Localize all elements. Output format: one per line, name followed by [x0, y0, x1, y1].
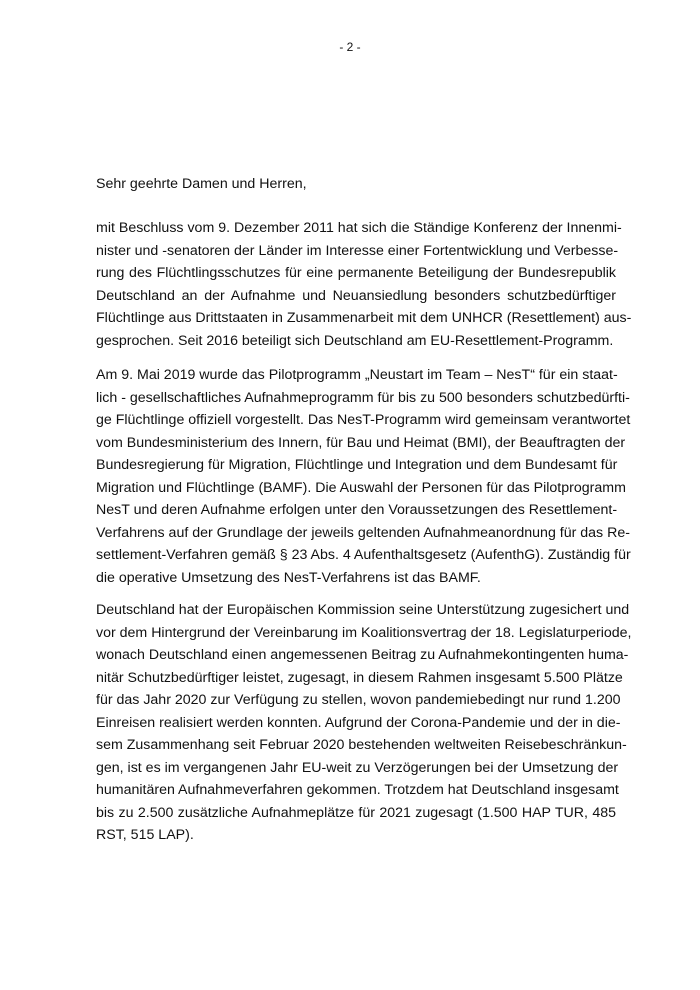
paragraph-resettlement-decision: [96, 217, 632, 352]
paragraph-nest-program: [96, 364, 631, 589]
text-line: Flüchtlinge aus Drittstaaten in Zusammenarbeit mit dem UNHCR (Resettlement) aus-: [96, 310, 632, 326]
page-number: - 2 -: [339, 40, 361, 54]
text-line: die operative Umsetzung des NesT-Verfahrens ist das BAMF.: [96, 569, 481, 586]
text-line: sem Zusammenhang seit Februar 2020 bestehenden weltweiten Reisebeschränkun-: [96, 737, 627, 753]
text-line: vom Bundesministerium des Innern, für Bau und Heimat (BMI), der Beauftragten der: [96, 434, 626, 451]
text-line: settlement-Verfahren gemäß § 23 Abs. 4 Aufenthaltsgesetz (AufenthG). Zuständig für: [96, 547, 631, 563]
paragraph-eu-commitment: [96, 599, 632, 847]
text-line: NesT und deren Aufnahme erfolgen unter den Voraussetzungen des Resettlement-: [96, 502, 618, 518]
text-line: lich - gesellschaftliches Aufnahmeprogramm für bis zu 500 besonders schutzbedürfti-: [96, 389, 630, 406]
text-line: humanitären Aufnahmeverfahren gekommen. Trotzdem hat Deutschland insgesamt: [96, 782, 619, 798]
text-line: vor dem Hintergrund der Vereinbarung im Koalitionsvertrag der 18. Legislaturperiode,: [96, 624, 632, 641]
text-line: Deutschland hat der Europäischen Kommission seine Unterstützung zugesichert und: [96, 602, 630, 618]
text-line: Bundesregierung für Migration, Flüchtlinge und Integration und dem Bundesamt für: [96, 457, 618, 473]
salutation-line: Sehr geehrte Damen und Herren,: [96, 176, 307, 192]
text-line: Einreisen realisiert werden konnten. Aufgrund der Corona-Pandemie und der in die-: [96, 714, 621, 731]
text-line: gesprochen. Seit 2016 beteiligt sich Deutschland am EU-Resettlement-Programm.: [96, 332, 614, 349]
text-line: nister und -senatoren der Länder im Interesse einer Fortentwicklung und Verbesse-: [96, 242, 619, 259]
text-line: Migration und Flüchtlinge (BAMF). Die Auswahl der Personen für das Pilotprogramm: [96, 479, 626, 496]
text-line: nitär Schutzbedürftiger leistet, zugesagt, in diesem Rahmen insgesamt 5.500 Plätze: [96, 669, 623, 686]
text-line: rung des Flüchtlingsschutzes für eine permanente Beteiligung der Bundesrepublik: [96, 265, 616, 281]
text-line: ge Flüchtlinge offiziell vorgestellt. Das NesT-Programm wird gemeinsam verantwortet: [96, 412, 631, 428]
text-line: wonach Deutschland einen angemessenen Beitrag zu Aufnahmekontingenten huma-: [96, 647, 629, 663]
text-line: bis zu 2.500 zusätzliche Aufnahmeplätze für 2021 zugesagt (1.500 HAP TUR, 485: [96, 804, 616, 821]
text-line: mit Beschluss vom 9. Dezember 2011 hat sich die Ständige Konferenz der Innenmi-: [96, 220, 622, 236]
text-line: für das Jahr 2020 zur Verfügung zu stellen, wovon pandemiebedingt nur rund 1.200: [96, 692, 621, 708]
text-line: Am 9. Mai 2019 wurde das Pilotprogramm „Neustart im Team – NesT“ für ein staat-: [96, 367, 618, 383]
text-line: Deutschland an der Aufnahme und Neuansiedlung besonders schutzbedürftiger: [96, 287, 616, 304]
salutation: [96, 173, 616, 196]
text-line: RST, 515 LAP).: [96, 827, 194, 843]
text-line: Verfahrens auf der Grundlage der jeweils geltenden Aufnahmeanordnung für das Re-: [96, 524, 630, 541]
text-line: gen, ist es im vergangenen Jahr EU-weit zu Verzögerungen bei der Umsetzung der: [96, 759, 619, 776]
